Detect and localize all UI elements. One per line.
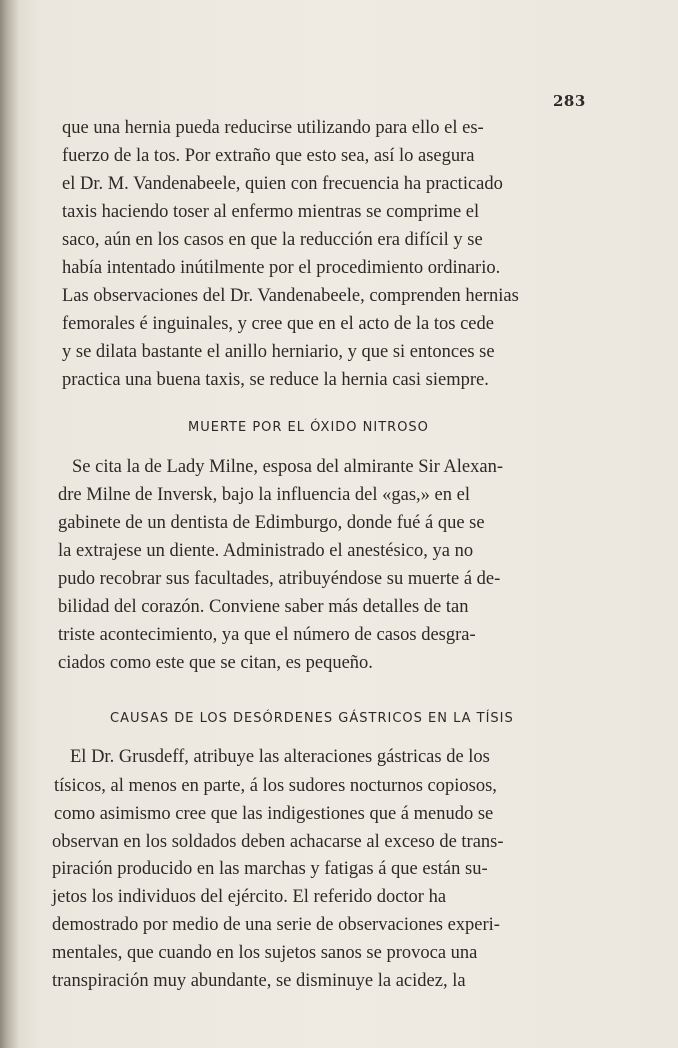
- text-line: que una hernia pueda reducirse utilizando para ello el es-: [62, 118, 484, 138]
- text-line: como asimismo cree que las indigestiones que á menudo se: [54, 804, 494, 824]
- text-line: jetos los individuos del ejército. El referido doctor ha: [52, 887, 447, 907]
- text-line: demostrado por medio de una serie de observaciones experi-: [52, 915, 500, 935]
- text-line: ciados como este que se citan, es pequeño.: [58, 653, 373, 673]
- text-line: saco, aún en los casos en que la reducción era difícil y se: [62, 230, 483, 250]
- text-line: femorales é inguinales, y cree que en el acto de la tos cede: [62, 314, 494, 334]
- text-line: taxis haciendo toser al enfermo mientras se comprime el: [62, 202, 480, 222]
- text-line: tísicos, al menos en parte, á los sudores nocturnos copiosos,: [54, 776, 497, 796]
- text-line: la extrajese un diente. Administrado el anestésico, ya no: [58, 541, 474, 561]
- text-line: pudo recobrar sus facultades, atribuyéndose su muerte á de-: [58, 569, 501, 589]
- text-line: piración producido en las marchas y fatigas á que están su-: [52, 859, 488, 879]
- text-line: observan en los soldados deben achacarse al exceso de trans-: [52, 832, 504, 852]
- text-line: practica una buena taxis, se reduce la hernia casi siempre.: [62, 370, 489, 390]
- text-line: y se dilata bastante el anillo herniario, y que si entonces se: [62, 342, 495, 362]
- text-line: Las observaciones del Dr. Vandenabeele, comprenden hernias: [62, 286, 519, 306]
- text-line: había intentado inútilmente por el procedimiento ordinario.: [62, 258, 501, 278]
- section-heading: CAUSAS DE LOS DESÓRDENES GÁSTRICOS EN LA TÍSIS: [110, 711, 514, 726]
- text-line: dre Milne de Inversk, bajo la influencia del «gas,» en el: [58, 485, 470, 505]
- text-line: Se cita la de Lady Milne, esposa del almirante Sir Alexan-: [72, 457, 504, 477]
- text-line: el Dr. M. Vandenabeele, quien con frecuencia ha practicado: [62, 174, 503, 194]
- page-number: 283: [553, 92, 586, 110]
- text-line: triste acontecimiento, ya que el número de casos desgra-: [58, 625, 476, 645]
- text-line: mentales, que cuando en los sujetos sanos se provoca una: [52, 943, 478, 963]
- book-gutter: [0, 0, 18, 1048]
- text-line: transpiración muy abundante, se disminuye la acidez, la: [52, 971, 466, 991]
- section-heading: MUERTE POR EL ÓXIDO NITROSO: [188, 420, 429, 435]
- text-line: El Dr. Grusdeff, atribuye las alteraciones gástricas de los: [70, 747, 490, 767]
- text-line: gabinete de un dentista de Edimburgo, donde fué á que se: [58, 513, 485, 533]
- text-line: bilidad del corazón. Conviene saber más detalles de tan: [58, 597, 469, 617]
- text-line: fuerzo de la tos. Por extraño que esto sea, así lo asegura: [62, 146, 475, 166]
